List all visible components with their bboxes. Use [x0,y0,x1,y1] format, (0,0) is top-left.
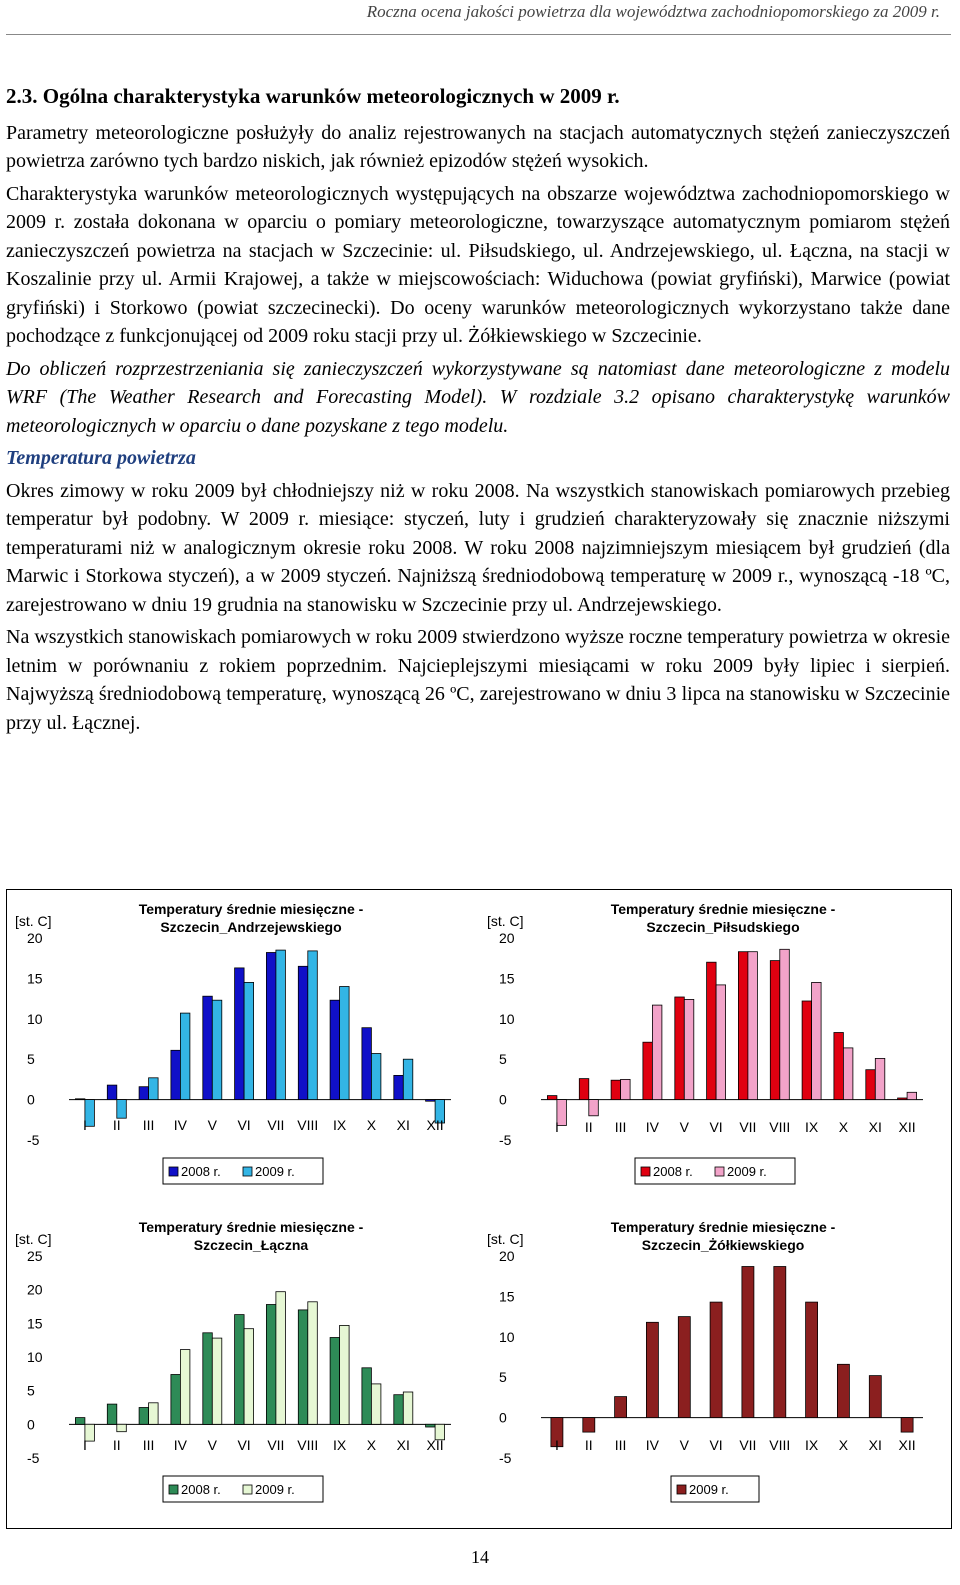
bar-2008-X [834,1033,844,1100]
x-tick-label: IX [332,1117,347,1133]
bar-2009-X [371,1384,381,1424]
bar-2008-III [611,1080,621,1099]
bar-2009-XI [403,1392,413,1424]
bar-2009-II [117,1424,127,1431]
y-tick-label: 20 [27,1281,43,1298]
charts-panel [6,889,952,1529]
y-axis-label: [st. C] [15,1231,52,1247]
y-tick-label: 0 [499,1409,507,1426]
y-tick-label: 15 [27,1315,43,1332]
bar-2008-IV [171,1050,181,1099]
bar-2009-X [843,1048,853,1100]
bar-2009-VII [276,1292,286,1425]
x-tick-label: I [82,1117,87,1133]
bar-2009-VI [716,985,726,1100]
bar-2008-I [75,1099,85,1100]
chart-pilsudskiego [479,890,951,1208]
bar-2008-VI [235,968,245,1100]
x-tick-label: I [554,1119,559,1135]
bar-2009-IV [646,1322,658,1417]
bar-2009-VIII [780,949,790,1099]
y-tick-label: 0 [499,1091,507,1108]
bar-2009-III [621,1079,631,1099]
x-tick-label: VIII [297,1117,319,1133]
x-tick-label: V [207,1437,217,1453]
bar-2009-VI [244,1329,254,1425]
paragraph-meteo-characteristics: Charakterystyka warunków meteorologicznych występujących na obszarze województwa zachodniopomorskiego w 2009 r. została dokonana w oparciu o pomiary meteorologiczne, towarzyszące automatycznym pomiarom stężeń zanieczyszczeń powietrza na stacjach w Szczecinie: ul. Piłsudskiego, ul. Andrzejewskiego, ul. Łączna, na stacji w Koszalinie przy ul. Armii Krajowej, a także w miejscowościach: Widuchowa (powiat gryfiński), Marwice (powiat gryfiński) i Storkowo (powiat szczecinecki). Do oceny warunków meteorologicznych wykorzystano także dane pochodzące z funkcjonującej od 2009 roku stacji przy ul. Żółkiewskiego w Szczecinie. [6,182,950,347]
bar-2008-XI [394,1395,404,1425]
bar-2009-VII [748,952,758,1100]
x-tick-label: VII [267,1117,285,1133]
bar-2008-I [75,1418,85,1425]
chart-title: Temperatury średnie miesięczne - [138,1219,364,1235]
bar-2009-VIII [308,951,318,1100]
bar-2008-IX [330,1338,340,1425]
y-tick-label: -5 [499,1132,512,1148]
y-tick-label: 0 [27,1416,35,1433]
x-tick-label: VI [709,1437,723,1453]
running-header: Roczna ocena jakości powietrza dla województwa zachodniopomorskiego za 2009 r. [366,2,940,21]
chart-andrzejewskiego [7,890,479,1208]
x-tick-label: II [584,1119,593,1135]
bar-2008-X [362,1028,372,1100]
x-tick-label: XI [868,1437,882,1453]
bar-2009-III [149,1403,159,1425]
bar-2008-IX [802,1001,812,1100]
bar-2009-II [583,1418,595,1433]
y-tick-label: 15 [499,1288,515,1305]
bar-2008-VIII [770,961,780,1100]
x-tick-label: VIII [769,1119,791,1135]
chart-title: Szczecin_Piłsudskiego [646,919,800,935]
legend-swatch [677,1485,686,1494]
bar-2009-III [615,1397,627,1418]
paragraph-winter: Okres zimowy w roku 2009 był chłodniejszy niż w roku 2008. Na wszystkich stanowiskach pomiarowych przebieg temperatur był podobny. W 2009 r. miesiące: styczeń, luty i grudzień charakteryzowały się znacznie niższymi temperaturami niż w analogicznym okresie roku 2008. W roku 2008 najzimniejszym miesiącem był grudzień (dla Marwic i Storkowa styczeń), a w 2009 styczeń. Najniższą średniodobową temperaturę w 2009 r., wynoszącą -18 ºC, zarejestrowano w dniu 19 grudnia na stanowisku w Szczecinie przy ul. Andrzejewskiego. [6,479,950,616]
chart-zolkiewskiego [479,1208,951,1526]
x-tick-label: VII [739,1119,757,1135]
bar-2009-X [837,1364,849,1417]
header-divider [6,34,951,35]
y-tick-label: 25 [27,1248,43,1264]
bar-2008-I [547,1096,557,1100]
legend-label: 2009 r. [727,1164,767,1179]
bar-2008-II [107,1404,117,1424]
y-tick-label: 5 [499,1369,507,1386]
bar-2008-V [203,1333,213,1425]
chart-title: Szczecin_Żółkiewskiego [641,1237,805,1253]
section-title: 2.3. Ogólna charakterystyka warunków meteorologicznych w 2009 r. [6,84,620,108]
bar-2008-VIII [298,966,308,1099]
x-tick-label: XI [396,1117,410,1133]
x-tick-label: III [614,1437,627,1453]
bar-2008-III [139,1408,149,1425]
x-tick-label: IX [804,1119,819,1135]
x-tick-label: XII [426,1117,444,1133]
document-body [6,82,950,741]
legend-label: 2008 r. [181,1482,221,1497]
bar-2008-V [675,997,685,1100]
x-tick-label: XI [396,1437,410,1453]
x-tick-label: VI [237,1117,251,1133]
x-tick-label: VIII [297,1437,319,1453]
x-tick-label: I [554,1437,559,1453]
chart-title: Temperatury średnie miesięczne - [138,901,364,917]
bar-2009-XII [901,1418,913,1433]
bar-2009-IX [812,982,822,1099]
paragraph-meteo-parameters: Parametry meteorologiczne posłużyły do analiz rejestrowanych na stacjach automatycznych stężeń zanieczyszczeń powietrza zarówno tych bardzo niskich, jak również epizodów stężeń wysokich. [6,121,950,172]
x-tick-label: II [112,1437,121,1453]
bar-2008-IV [171,1375,181,1425]
x-tick-label: V [679,1437,689,1453]
bar-2009-VII [276,950,286,1100]
x-tick-label: III [142,1437,155,1453]
bar-2008-XI [394,1075,404,1099]
bar-2008-II [579,1079,589,1100]
legend-label: 2009 r. [689,1482,729,1497]
bar-2009-V [678,1317,690,1418]
bar-2009-II [117,1100,127,1119]
x-tick-label: X [838,1119,849,1135]
y-tick-label: -5 [27,1450,40,1466]
x-tick-label: IV [645,1437,660,1453]
x-tick-label: IX [332,1437,347,1453]
bar-2009-VI [710,1302,722,1418]
y-tick-label: 20 [499,930,515,946]
chart-title: Temperatury średnie miesięczne - [610,901,836,917]
y-tick-label: 10 [499,1010,515,1027]
x-tick-label: XII [898,1437,916,1453]
chart-title: Temperatury średnie miesięczne - [610,1219,836,1235]
x-tick-label: II [584,1437,593,1453]
bar-2008-V [203,996,213,1099]
bar-2008-VII [266,953,276,1100]
bar-2009-XI [403,1059,413,1099]
legend-label: 2009 r. [255,1482,295,1497]
bar-2008-VII [266,1305,276,1425]
y-tick-label: 5 [499,1051,507,1068]
x-tick-label: XI [868,1119,882,1135]
bar-2008-XII [426,1100,436,1102]
legend-swatch [169,1167,178,1176]
x-tick-label: III [614,1119,627,1135]
bar-2009-VII [742,1267,754,1418]
y-tick-label: 15 [499,970,515,987]
x-tick-label: X [366,1117,377,1133]
x-tick-label: X [366,1437,377,1453]
y-tick-label: 5 [27,1382,35,1399]
x-tick-label: V [679,1119,689,1135]
x-tick-label: VII [739,1437,757,1453]
bar-2009-XI [869,1376,881,1418]
bar-2009-III [149,1078,159,1100]
y-tick-label: 20 [499,1248,515,1264]
legend-label: 2009 r. [255,1164,295,1179]
x-tick-label: IX [804,1437,819,1453]
x-tick-label: IV [173,1117,188,1133]
x-tick-label: XII [426,1437,444,1453]
legend-swatch [243,1167,252,1176]
y-axis-label: [st. C] [15,913,52,929]
bar-2008-XI [866,1070,876,1100]
chart-title: Szczecin_Andrzejewskiego [160,919,342,935]
y-tick-label: 10 [499,1328,515,1345]
x-tick-label: I [82,1437,87,1453]
bar-2008-VI [707,962,717,1099]
bar-2008-II [107,1085,117,1100]
y-tick-label: 20 [27,930,43,946]
legend-swatch [243,1485,252,1494]
y-axis-label: [st. C] [487,913,524,929]
legend-swatch [641,1167,650,1176]
legend-swatch [715,1167,724,1176]
chart-laczna [7,1208,479,1526]
x-tick-label: VI [237,1437,251,1453]
bar-2009-IX [340,1325,350,1424]
bar-2009-IV [652,1005,662,1100]
y-axis-label: [st. C] [487,1231,524,1247]
x-tick-label: II [112,1117,121,1133]
y-tick-label: 5 [27,1051,35,1068]
paragraph-summer: Na wszystkich stanowiskach pomiarowych w roku 2009 stwierdzono wyższe roczne temperatury powietrza w okresie letnim w porównaniu z rokiem poprzednim. Najcieplejszymi miesiącami w roku 2009 były lipiec i sierpień. Najwyższą średniodobową temperaturę, wynoszącą 26 ºC, zarejestrowano w dniu 3 lipca na stanowisku w Szczecinie przy ul. Łącznej. [6,626,950,734]
bar-2008-XII [898,1098,908,1100]
bar-2009-XI [875,1058,885,1099]
bar-2008-XII [426,1424,436,1427]
bar-2009-IV [180,1350,190,1425]
bar-2008-VII [738,952,748,1100]
y-tick-label: 10 [27,1010,43,1027]
y-tick-label: -5 [27,1132,40,1148]
bar-2009-XII [907,1092,917,1099]
x-tick-label: X [838,1437,849,1453]
x-tick-label: VIII [769,1437,791,1453]
bar-2009-VI [244,982,254,1099]
bar-2009-IX [806,1302,818,1418]
bar-2009-X [371,1054,381,1100]
paragraph-wrf-model: Do obliczeń rozprzestrzeniania się zanieczyszczeń wykorzystywane są natomiast dane meteorologiczne z modelu WRF (The Weather Research and Forecasting Model). W rozdziale 3.2 opisano charakterystykę warunków meteorologicznych w oparciu o dane pozyskane z tego modelu. [6,357,950,437]
bar-2008-IX [330,1000,340,1099]
bar-2008-III [139,1087,149,1100]
bar-2009-VIII [308,1302,318,1425]
bar-2009-VIII [774,1267,786,1418]
bar-2009-IX [340,987,350,1100]
y-tick-label: -5 [499,1450,512,1466]
bar-2009-II [589,1100,599,1116]
y-tick-label: 10 [27,1349,43,1365]
x-tick-label: IV [645,1119,660,1135]
y-tick-label: 0 [27,1091,35,1108]
x-tick-label: IV [173,1437,188,1453]
x-tick-label: VI [709,1119,723,1135]
legend-label: 2008 r. [181,1164,221,1179]
bar-2008-IV [643,1042,653,1099]
subheading-air-temperature: Temperatura powietrza [6,447,196,469]
bar-2009-V [212,1338,222,1424]
y-tick-label: 15 [27,970,43,987]
x-tick-label: VII [267,1437,285,1453]
page-number: 14 [471,1547,489,1567]
bar-2009-V [212,1000,222,1099]
bar-2008-X [362,1368,372,1425]
bar-2008-VI [235,1315,245,1425]
x-tick-label: XII [898,1119,916,1135]
bar-2008-VIII [298,1310,308,1425]
chart-title: Szczecin_Łączna [193,1237,309,1253]
bar-2009-IV [180,1013,190,1100]
x-tick-label: III [142,1117,155,1133]
legend-label: 2008 r. [653,1164,693,1179]
legend-swatch [169,1485,178,1494]
x-tick-label: V [207,1117,217,1133]
bar-2009-V [684,999,694,1099]
